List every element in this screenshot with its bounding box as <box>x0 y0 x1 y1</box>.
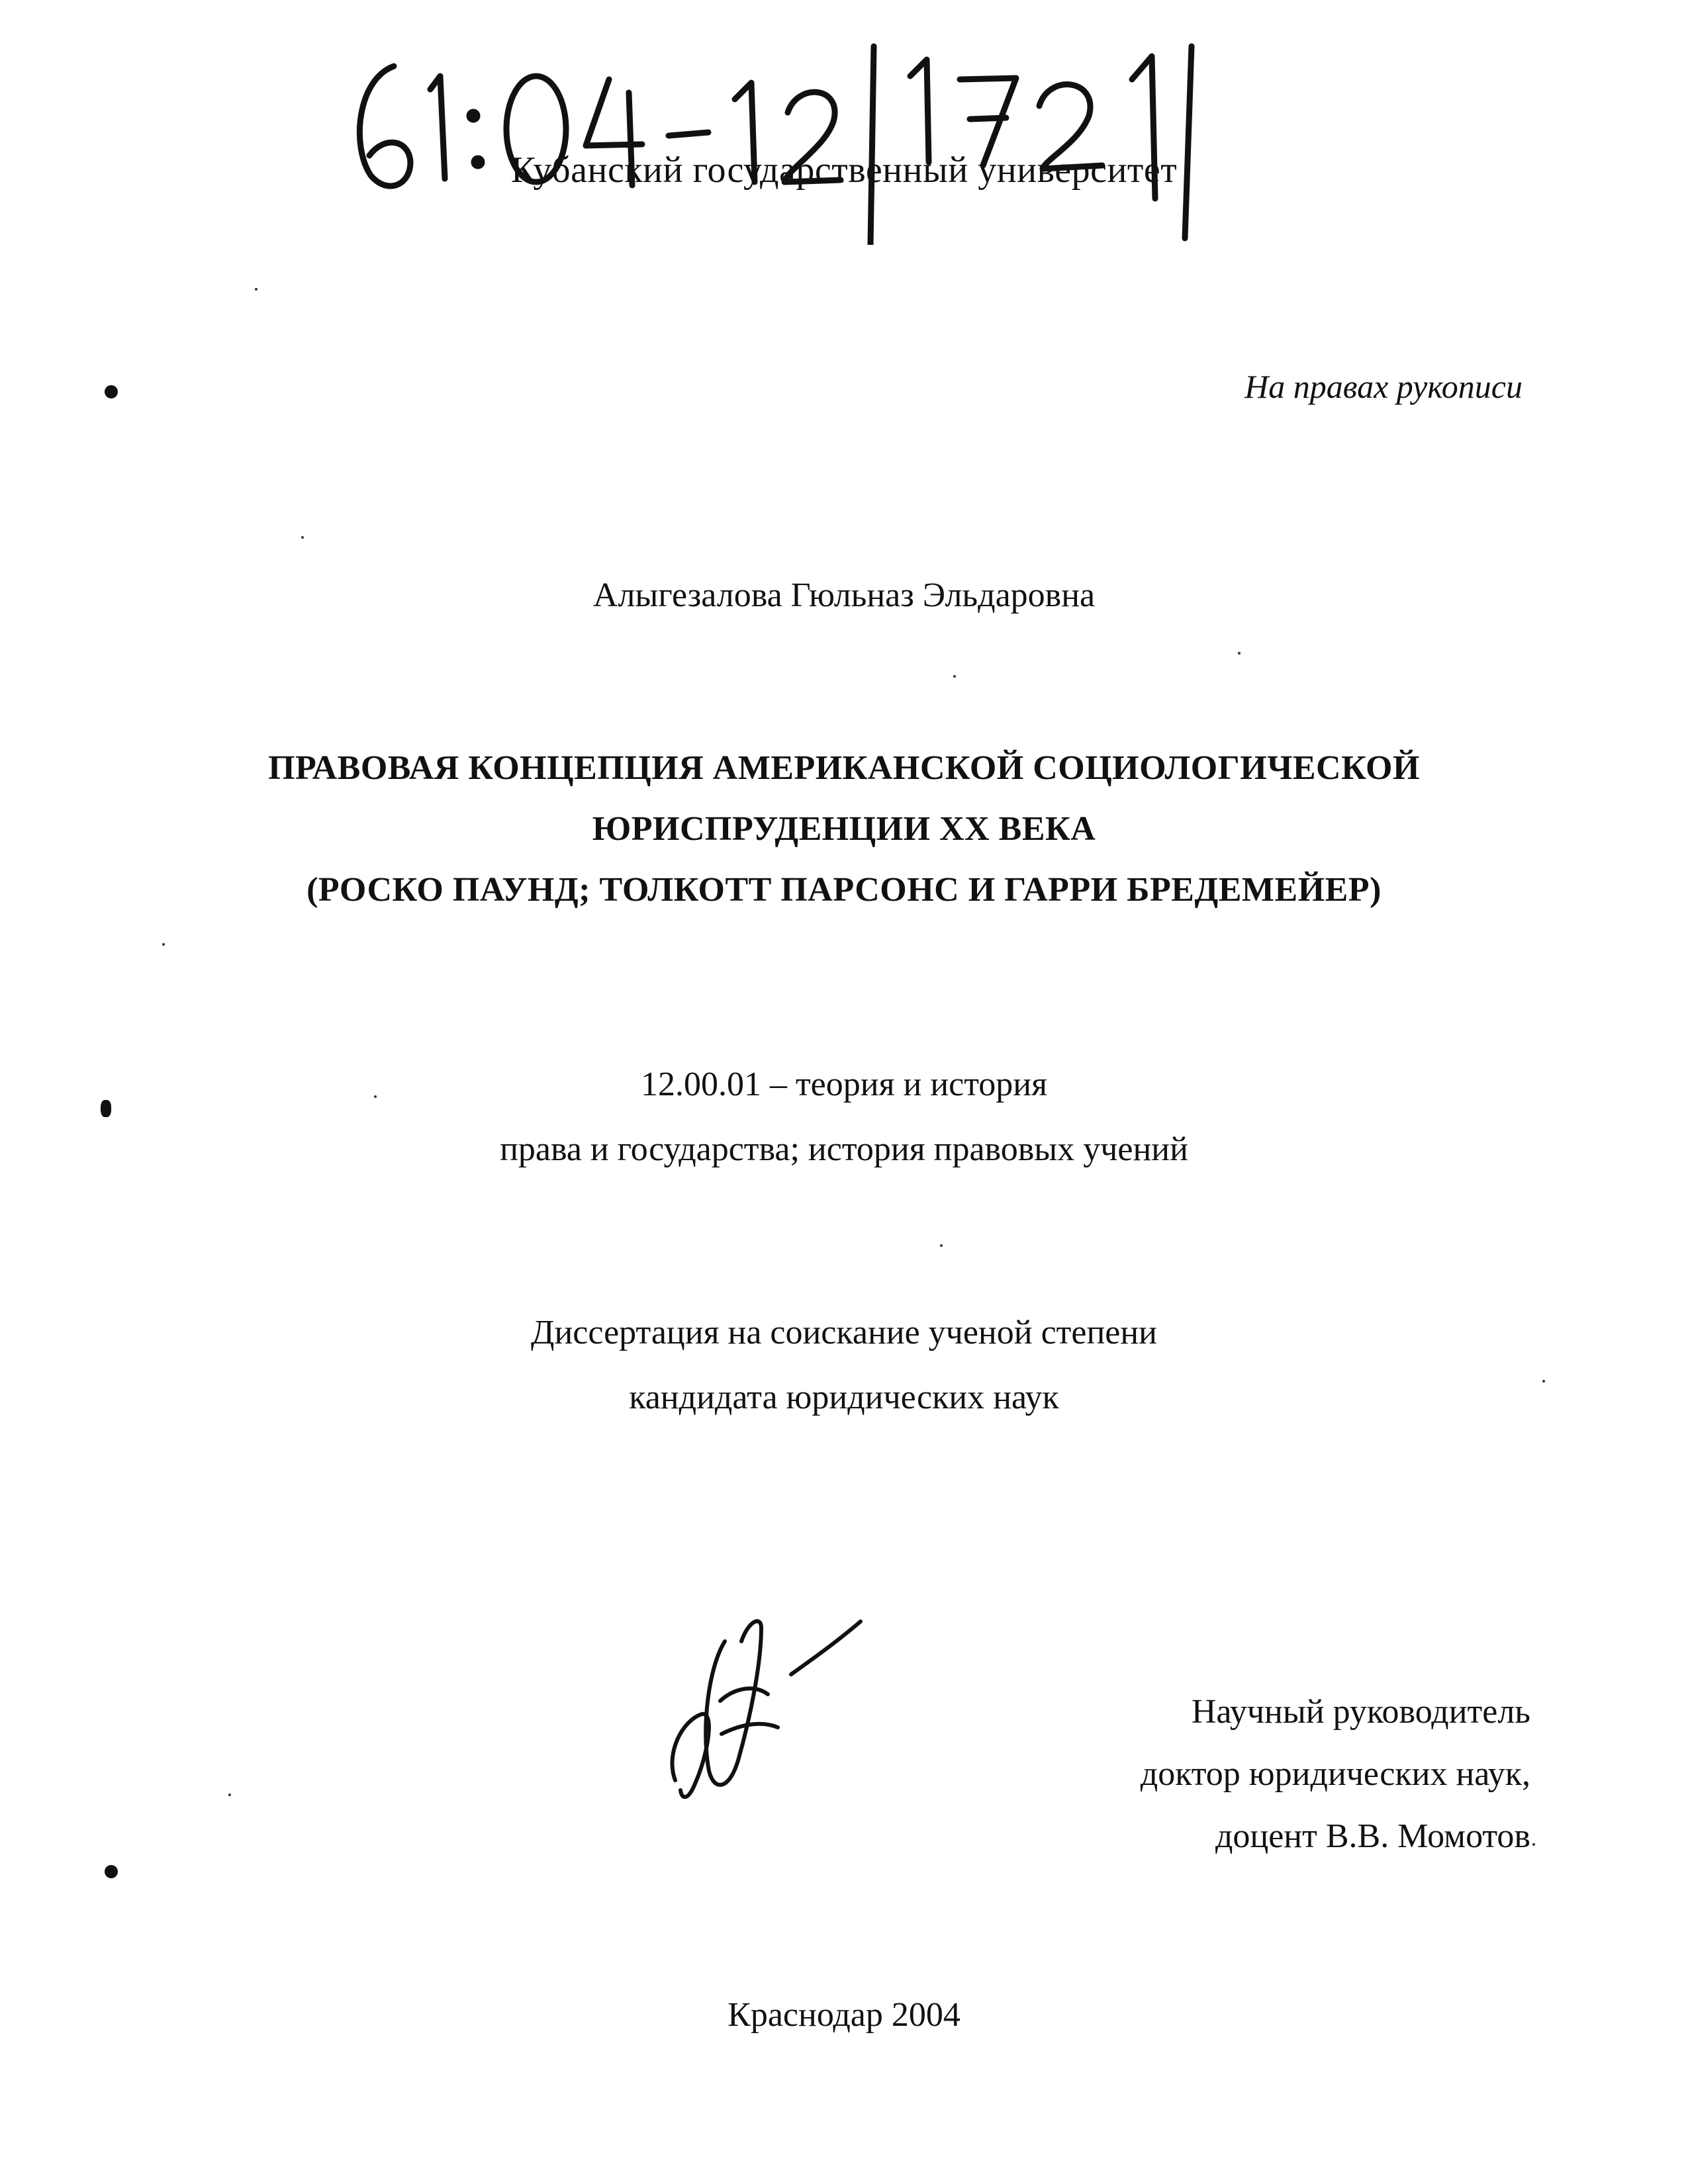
supervisor-line-1: Научный руководитель <box>1191 1693 1530 1731</box>
supervisor-line-3: доцент В.В. Момотов <box>1215 1817 1530 1855</box>
scan-speck <box>374 1095 377 1098</box>
scan-speck <box>1238 652 1241 655</box>
scan-speck <box>1542 1380 1545 1383</box>
scan-speck <box>255 288 258 291</box>
scan-speck <box>953 675 956 678</box>
handwritten-signature <box>662 1602 900 1813</box>
university-name: Кубанский государственный университет <box>510 150 1178 191</box>
punch-hole-mark <box>105 385 118 398</box>
city-and-year: Краснодар 2004 <box>727 1996 961 2034</box>
author-name: Алыгезалова Гюльназ Эльдаровна <box>592 576 1096 614</box>
specialty-code <box>0 1052 1688 1182</box>
scan-speck <box>940 1244 943 1247</box>
degree-statement <box>0 1300 1688 1430</box>
dissertation-title <box>0 738 1688 921</box>
scan-speck <box>228 1794 231 1796</box>
specialty-line-1: 12.00.01 – теория и история <box>640 1066 1048 1103</box>
scan-speck <box>162 943 165 946</box>
specialty-line-2: права и государства; история правовых учений <box>500 1130 1188 1168</box>
manuscript-rights-note: На правах рукописи <box>1244 368 1523 405</box>
title-line-1: ПРАВОВАЯ КОНЦЕПЦИЯ АМЕРИКАНСКОЙ СОЦИОЛОГИЧЕСКОЙ <box>268 749 1420 787</box>
scientific-supervisor <box>1141 1681 1530 1868</box>
title-line-3: (РОСКО ПАУНД; ТОЛКОТТ ПАРСОНС И ГАРРИ БРЕДЕМЕЙЕР) <box>306 871 1382 909</box>
degree-line-1: Диссертация на соискание ученой степени <box>530 1314 1158 1351</box>
supervisor-line-2: доктор юридических наук, <box>1140 1755 1530 1793</box>
scan-speck <box>1532 1843 1535 1846</box>
handwritten-archive-code <box>331 26 1258 245</box>
scan-speck <box>301 536 304 539</box>
title-line-2: ЮРИСПРУДЕНЦИИ XX ВЕКА <box>592 810 1096 848</box>
punch-hole-mark <box>105 1865 118 1878</box>
degree-line-2: кандидата юридических наук <box>629 1379 1059 1416</box>
punch-hole-mark <box>101 1100 111 1117</box>
